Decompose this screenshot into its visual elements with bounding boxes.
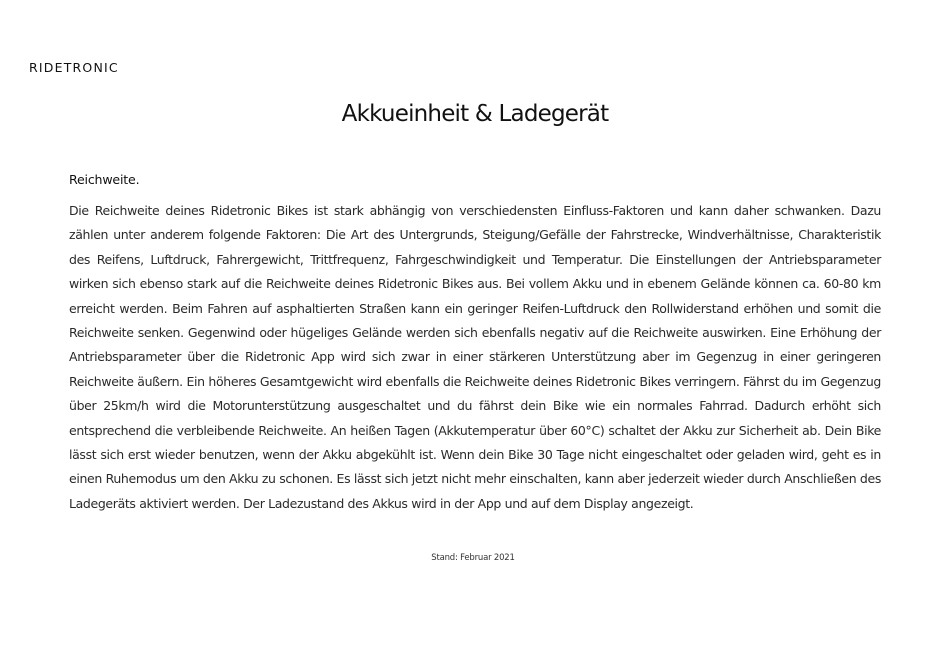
- revision-date: Stand: Februar 2021: [431, 553, 515, 563]
- section-heading: Reichweite.: [69, 172, 140, 187]
- brand-logo: RIDETRONIC: [29, 60, 119, 75]
- page-title: Akkueinheit & Ladegerät: [341, 101, 609, 127]
- section-body-text: Die Reichweite deines Ridetronic Bikes ist stark abhängig von verschiedensten Einfluss-Faktoren und kann daher schwanken. Dazu zählen unter anderem folgende Faktoren: Die Art des Untergrunds, Steigung/Gefälle der Fahrstrecke, Windverhältnisse, Charakteristik des Reifens, Luftdruck, Fahrergewicht, Trittfrequenz, Fahrgeschwindigkeit und Temperatur. Die Einstellungen der Antriebsparameter wirken sich ebenso stark auf die Reichweite deines Ridetronic Bikes aus. Bei vollem Akku und in ebenem Gelände können ca. 60-80 km erreicht werden. Beim Fahren auf asphaltierten Straßen kann ein geringer Reifen-Luftdruck den Rollwiderstand erhöhen und somit die Reichweite senken. Gegenwind oder hügeliges Gelände werden sich ebenfalls negativ auf die Reichweite auswirken. Eine Erhöhung der Antriebsparameter über die Ridetronic App wird sich zwar in einer stärkeren Unterstützung aber im Gegenzug in einer geringeren Reichweite äußern. Ein höheres Gesamtgewicht wird ebenfalls die Reichweite deines Ridetronic Bikes verringern. Fährst du im Gegenzug über 25km/h wird die Motorunterstützung ausgeschaltet und du fährst dein Bike wie ein normales Fahrrad. Dadurch erhöht sich entsprechend die verbleibende Reichweite. An heißen Tagen (Akkutemperatur über 60°C) schaltet der Akku zur Sicherheit ab. Dein Bike lässt sich erst wieder benutzen, wenn der Akku abgekühlt ist. Wenn dein Bike 30 Tage nicht eingeschaltet oder geladen wird, geht es in einen Ruhemodus um den Akku zu schonen. Es lässt sich jetzt nicht mehr einschalten, kann aber jederzeit wieder durch Anschließen des Ladegeräts aktiviert werden. Der Ladezustand des Akkus wird in der App und auf dem Display angezeigt.: [69, 203, 881, 511]
